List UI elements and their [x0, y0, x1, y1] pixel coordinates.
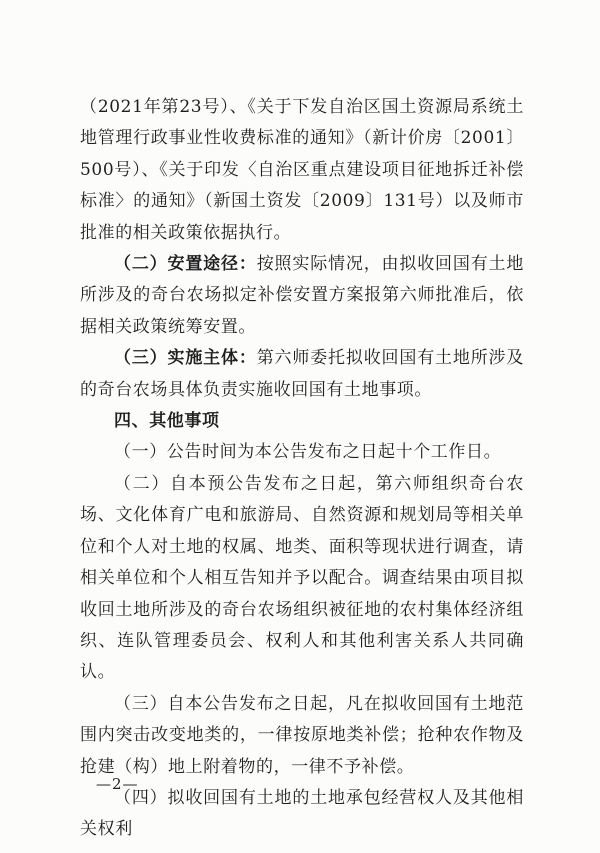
paragraph-no-compensation [80, 689, 524, 783]
page-number: —2— [96, 775, 139, 793]
paragraph-investigation [80, 469, 524, 689]
paragraph-text: （四）拟收回国有土地的土地承包经营权人及其他相关权利 [80, 787, 524, 840]
paragraph-lead: （三）实施主体： [114, 348, 257, 369]
paragraph-text: 第六师委托拟收回国有土地所涉及的奇台农场具体负责实施收回国有土地事项。 [80, 348, 524, 400]
paragraph-implementing-body [80, 343, 524, 406]
section-heading: 四、其他事项 [114, 411, 220, 432]
paragraph-text: （二）自本预公告发布之日起，第六师组织奇台农场、文化体育广电和旅游局、自然资源和规划局等相关单位和个人对土地的权属、地类、面积等现状进行调查，请相关单位和个人相互告知并予以配合。调查结果由项目拟收回土地所涉及的奇台农场组织被征地的农村集体经济组织、连队管理委员会、权利人和其他利害关系人共同确认。 [80, 473, 524, 683]
paragraph-text: （三）自本公告发布之日起，凡在拟收回国有土地范围内突击改变地类的，一律按原地类补偿；抢种农作物及抢建（构）地上附着物的，一律不予补偿。 [80, 693, 524, 777]
paragraph-text: 按照实际情况，由拟收回国有土地所涉及的奇台农场拟定补偿安置方案报第六师批准后，依据相关政策统筹安置。 [80, 254, 524, 337]
paragraph-announcement-period [80, 437, 524, 468]
paragraph-resettlement [80, 249, 524, 343]
paragraph-text: （2021年第23号）、《关于下发自治区国土资源局系统土地管理行政事业性收费标准的通知》（新计价房〔2001〕500号）、《关于印发〈自治区重点建设项目征地拆迁补偿标准〉的通知》（新国土资发〔2009〕131号）以及师市批准的相关政策依据执行。 [80, 97, 524, 243]
paragraph-continuation [80, 92, 524, 249]
paragraph-rights-holders [80, 783, 524, 846]
paragraph-lead: （二）安置途径： [114, 254, 257, 275]
paragraph-text: （一）公告时间为本公告发布之日起十个工作日。 [114, 442, 502, 463]
